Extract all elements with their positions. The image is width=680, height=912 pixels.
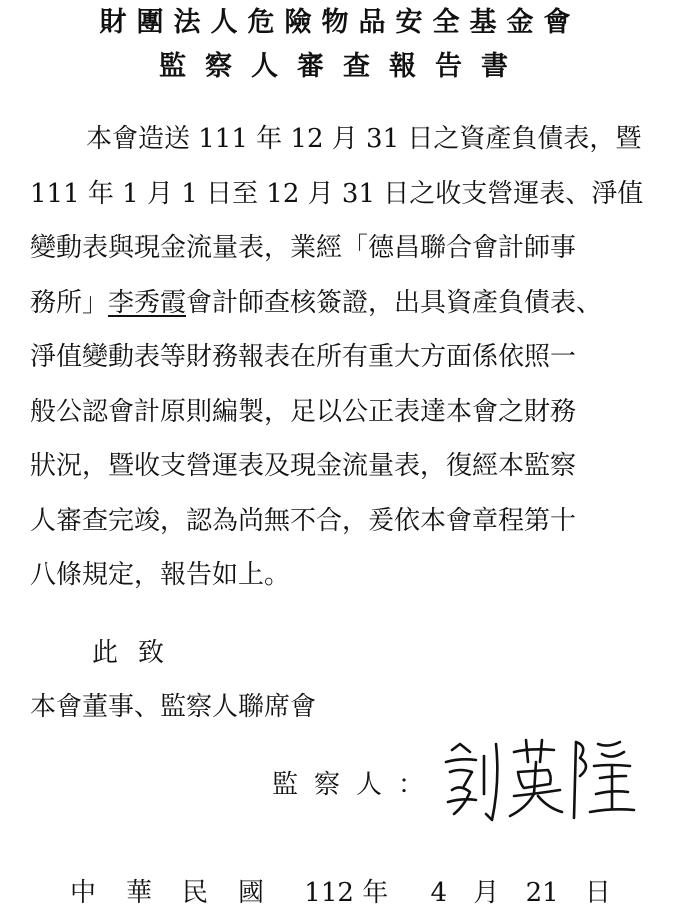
date-year: 112 bbox=[304, 878, 354, 908]
firm-name-end: 務所」 bbox=[30, 287, 109, 318]
salutation: 此致 bbox=[92, 638, 185, 668]
body-line-2: 111 年 1 月 1 日至 12 月 31 日之收支營運表、淨值 bbox=[30, 178, 644, 209]
body-line-4 bbox=[30, 276, 678, 331]
document-subtitle: 監察人審查報告書 bbox=[159, 51, 527, 82]
date-month-unit: 月 bbox=[473, 878, 500, 908]
recipient: 本會董事、監察人聯席會 bbox=[30, 692, 317, 722]
date-year-unit: 年 bbox=[362, 878, 389, 908]
body-line-8: 人審查完竣，認為尚無不合，爰依本會章程第十 bbox=[30, 505, 577, 536]
date-day: 21 bbox=[525, 878, 559, 908]
date-era: 中華民國 bbox=[70, 878, 295, 908]
body-line-7: 狀況，暨收支營運表及現金流量表，復經本監察 bbox=[30, 451, 577, 481]
document-title: 財團法人危險物品安全基金會 bbox=[99, 7, 581, 38]
body-line-6: 般公認會計原則編製，足以公正表達本會之財務 bbox=[30, 396, 577, 427]
date-day-unit: 日 bbox=[584, 878, 611, 908]
body-line-3: 變動表與現金流量表，業經「德昌聯合會計師事 bbox=[30, 233, 577, 263]
document-date bbox=[70, 872, 611, 909]
body-line-9: 八條規定，報告如上。 bbox=[30, 560, 291, 590]
body-line-5: 淨值變動表等財務報表在所有重大方面係依照一 bbox=[30, 342, 577, 372]
body-line-4-rest: 會計師查核簽證，出具資產負債表、 bbox=[186, 287, 603, 318]
handwritten-signature bbox=[430, 732, 640, 827]
report-body bbox=[30, 112, 678, 603]
accountant-name: 李秀霞 bbox=[108, 287, 187, 318]
supervisor-label: 監察人： bbox=[272, 770, 441, 800]
date-month: 4 bbox=[430, 878, 448, 908]
body-line-1: 本會造送 111 年 12 月 31 日之資產負債表，暨 bbox=[86, 124, 642, 154]
